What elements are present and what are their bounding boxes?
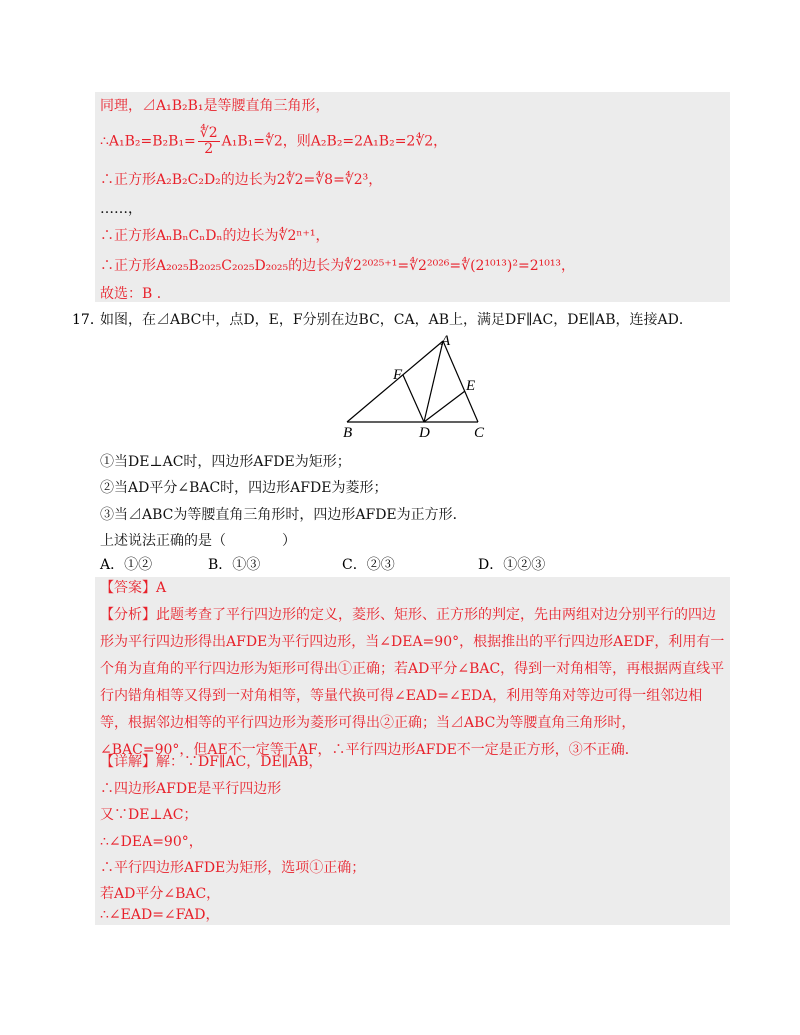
fraction-denominator: 2 [204,141,214,157]
statement-3: ③当⊿ABC为等腰直角三角形时，四边形AFDE为正方形． [100,507,467,523]
option-b[interactable]: B．①③ [208,557,261,573]
solution-line-2-b: A₁B₁=∜2，则A₂B₂=2A₁B₂=2∜2， [221,133,448,150]
analysis-text: 【分析】此题考查了平行四边形的定义，菱形、矩形、正方形的判定，先由两组对边分别平行的四边形为平行四边形得出AFDE为平行四边形，当∠DEA=90°，根据推出的平行四边形AEDF，利用有一个角为直角的平行四边形为矩形可得出①正确；若AD平分∠BAC，得到一对角相等，再根据两直线平行内错角相等又得到一对角相等，等量代换可得∠EAD=∠EDA，利用等角对等边可得一组邻边相等，根据邻边相等的平行四边形为菱形可得出②正确；当⊿ABC为等腰直角三角形时，∠BAC=90°，但AE不一定等于AF，∴平行四边形AFDE不一定是正方形，③不正确． [100,607,725,758]
label-a: A [441,333,451,349]
statement-1: ①当DE⊥AC时，四边形AFDE为矩形； [100,454,351,470]
option-a[interactable]: A．①② [100,557,153,573]
detail-line-2: ∴四边形AFDE是平行四边形 [100,781,282,797]
solution-line-2 [100,126,447,157]
solution-line-3: ∴正方形A₂B₂C₂D₂的边长为2∜2=∜8=∜2³， [100,172,383,188]
option-d[interactable]: D．①②③ [478,557,546,573]
solution-line-6: ∴正方形A₂₀₂₅B₂₀₂₅C₂₀₂₅D₂₀₂₅的边长为∜2²⁰²⁵⁺¹=∜2²⁰²⁶=∜(2¹⁰¹³)²=2¹⁰¹³， [100,258,576,274]
detail-line-7: ∴∠EAD=∠FAD， [100,907,220,923]
solution-line-4: ……， [100,201,142,217]
solution-line-2-a: ∴A₁B₂=B₂B₁= [100,133,196,150]
fraction-numerator: ∜2 [199,125,218,141]
option-c[interactable]: C．②③ [342,557,395,573]
detail-line-3: 又∵DE⊥AC； [100,807,198,823]
triangle-diagram [335,333,495,443]
detail-line-6: 若AD平分∠BAC， [100,886,221,902]
label-d: D [419,425,430,441]
label-b: B [343,425,353,441]
question-stem: 如图，在⊿ABC中，点D，E，F分别在边BC，CA，AB上，满足DF∥AC，DE∥AB，连接AD． [100,312,693,328]
statement-2: ②当AD平分∠BAC时，四边形AFDE为菱形； [100,480,388,496]
segment-df [403,375,424,422]
solution-line-7: 故选：B ． [100,286,171,302]
detail-line-4: ∴∠DEA=90°， [100,834,203,850]
fraction [198,126,220,157]
solution-line-1: 同理，⊿A₁B₂B₁是等腰直角三角形， [100,98,330,114]
label-e: E [466,378,476,394]
detail-line-1: 【详解】解：∵DF∥AC，DE∥AB， [100,754,323,770]
question-prompt: 上述说法正确的是（ ） [100,533,296,549]
solution-line-5: ∴正方形AₙBₙCₙDₙ的边长为∜2ⁿ⁺¹， [100,228,330,244]
answer-tag: 【答案】A [100,580,167,596]
label-c: C [474,425,485,441]
detail-line-5: ∴平行四边形AFDE为矩形，选项①正确； [100,860,366,876]
question-number: 17． [72,312,104,328]
label-f: F [393,367,403,383]
